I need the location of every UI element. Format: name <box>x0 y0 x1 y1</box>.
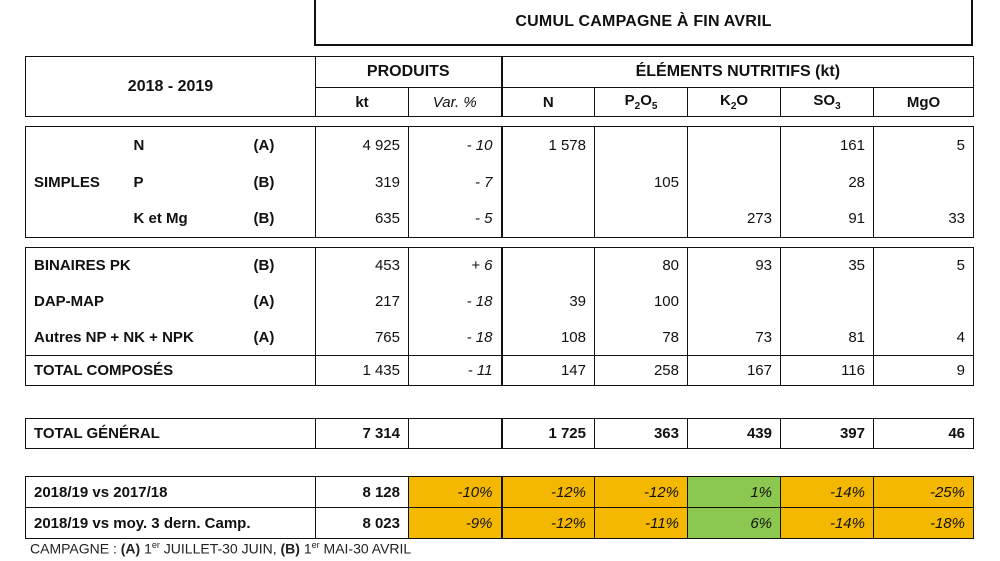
kt-value: 1 435 <box>316 356 409 386</box>
so-value: 116 <box>781 356 874 386</box>
n-value: -12% <box>502 508 595 539</box>
kt-value: 4 925 <box>316 127 409 164</box>
k-value: 6% <box>688 508 781 539</box>
so-value: 28 <box>781 164 874 201</box>
kt-value: 765 <box>316 320 409 356</box>
kt-value: 8 023 <box>316 508 409 539</box>
row-label: Autres NP + NK + NPK <box>26 320 246 356</box>
p2o5-header: $P_2O_5$ <box>595 88 688 117</box>
k-value: 167 <box>688 356 781 386</box>
var-value <box>409 419 502 449</box>
var-value: - 7 <box>409 164 502 201</box>
mgo-value: -25% <box>874 477 974 508</box>
simples-table <box>25 126 974 238</box>
p-value: 258 <box>595 356 688 386</box>
produits-header: PRODUITS <box>316 57 502 88</box>
so-value: 81 <box>781 320 874 356</box>
report-title: CUMUL CAMPAGNE À FIN AVRIL <box>314 0 973 46</box>
so-value: -14% <box>781 477 874 508</box>
table-row <box>26 201 974 238</box>
campaign-code: (B) <box>246 201 316 238</box>
comparison-table <box>25 476 974 539</box>
period-header: 2018 - 2019 <box>26 57 316 117</box>
var-value: -9% <box>409 508 502 539</box>
row-label: 2018/19 vs moy. 3 dern. Camp. <box>26 508 316 539</box>
mgo-value <box>874 284 974 320</box>
var-value: - 18 <box>409 284 502 320</box>
n-value <box>502 164 595 201</box>
k2o-header: $K_2O$ <box>688 88 781 117</box>
var-value: + 6 <box>409 248 502 284</box>
var-value: - 11 <box>409 356 502 386</box>
k-value: 73 <box>688 320 781 356</box>
campaign-code: (A) <box>246 320 316 356</box>
total-general-row <box>26 419 974 449</box>
simples-label: SIMPLES <box>26 164 126 201</box>
row-label: DAP-MAP <box>26 284 246 320</box>
mgo-value: 4 <box>874 320 974 356</box>
p-value: 100 <box>595 284 688 320</box>
elements-header: ÉLÉMENTS NUTRITIFS (kt) <box>502 57 974 88</box>
row-sublabel: N <box>126 127 246 164</box>
p-value: 105 <box>595 164 688 201</box>
k-value: 273 <box>688 201 781 238</box>
k-value <box>688 127 781 164</box>
total-table <box>25 418 974 449</box>
so-value: 397 <box>781 419 874 449</box>
so-value <box>781 284 874 320</box>
mgo-value: 33 <box>874 201 974 238</box>
so-value: 91 <box>781 201 874 238</box>
n-value <box>502 248 595 284</box>
kt-value: 319 <box>316 164 409 201</box>
row-label: BINAIRES PK <box>26 248 246 284</box>
campaign-code: (A) <box>246 284 316 320</box>
mgo-value: 5 <box>874 127 974 164</box>
campaign-footnote: CAMPAGNE : (A) 1er JUILLET-30 JUIN, (B) 1er MAI-30 AVRIL <box>30 540 412 557</box>
n-value: -12% <box>502 477 595 508</box>
var-value: -10% <box>409 477 502 508</box>
k-value: 439 <box>688 419 781 449</box>
n-value: 39 <box>502 284 595 320</box>
var-value: - 18 <box>409 320 502 356</box>
campaign-code <box>246 356 316 386</box>
mgo-value: 5 <box>874 248 974 284</box>
row-label: TOTAL GÉNÉRAL <box>26 419 316 449</box>
n-value <box>502 201 595 238</box>
var-value: - 5 <box>409 201 502 238</box>
n-header: N <box>502 88 595 117</box>
var-value: - 10 <box>409 127 502 164</box>
table-row <box>26 320 974 356</box>
p-value: -11% <box>595 508 688 539</box>
mgo-value: -18% <box>874 508 974 539</box>
kt-value: 635 <box>316 201 409 238</box>
header-table <box>25 56 974 117</box>
p-value: 363 <box>595 419 688 449</box>
kt-value: 7 314 <box>316 419 409 449</box>
row-label: 2018/19 vs 2017/18 <box>26 477 316 508</box>
p-value <box>595 127 688 164</box>
var-header: Var. % <box>409 88 502 117</box>
so-value: -14% <box>781 508 874 539</box>
kt-value: 453 <box>316 248 409 284</box>
so-value: 161 <box>781 127 874 164</box>
k-value <box>688 164 781 201</box>
k-value: 93 <box>688 248 781 284</box>
so-value: 35 <box>781 248 874 284</box>
row-sublabel: P <box>133 173 144 191</box>
k-value <box>688 284 781 320</box>
p-value: 80 <box>595 248 688 284</box>
table-row <box>26 477 974 508</box>
total-composes-row <box>26 356 974 386</box>
table-row <box>26 284 974 320</box>
mgo-value: 9 <box>874 356 974 386</box>
n-value: 147 <box>502 356 595 386</box>
p-value: 78 <box>595 320 688 356</box>
n-value: 108 <box>502 320 595 356</box>
so3-header: $SO_3$ <box>781 88 874 117</box>
kt-value: 217 <box>316 284 409 320</box>
row-label: TOTAL COMPOSÉS <box>26 356 246 386</box>
p-value: -12% <box>595 477 688 508</box>
mgo-value: 46 <box>874 419 974 449</box>
table-row <box>26 127 974 164</box>
table-row <box>26 508 974 539</box>
kt-value: 8 128 <box>316 477 409 508</box>
mgo-header: MgO <box>874 88 974 117</box>
mgo-value <box>874 164 974 201</box>
composes-table <box>25 247 974 386</box>
p-value <box>595 201 688 238</box>
campaign-code: (B) <box>246 164 316 201</box>
campaign-code: (B) <box>246 248 316 284</box>
campaign-code: (A) <box>246 127 316 164</box>
table-row <box>26 164 974 201</box>
table-row <box>26 248 974 284</box>
row-sublabel: K et Mg <box>126 201 246 238</box>
k-value: 1% <box>688 477 781 508</box>
n-value: 1 578 <box>502 127 595 164</box>
n-value: 1 725 <box>502 419 595 449</box>
kt-header: kt <box>316 88 409 117</box>
